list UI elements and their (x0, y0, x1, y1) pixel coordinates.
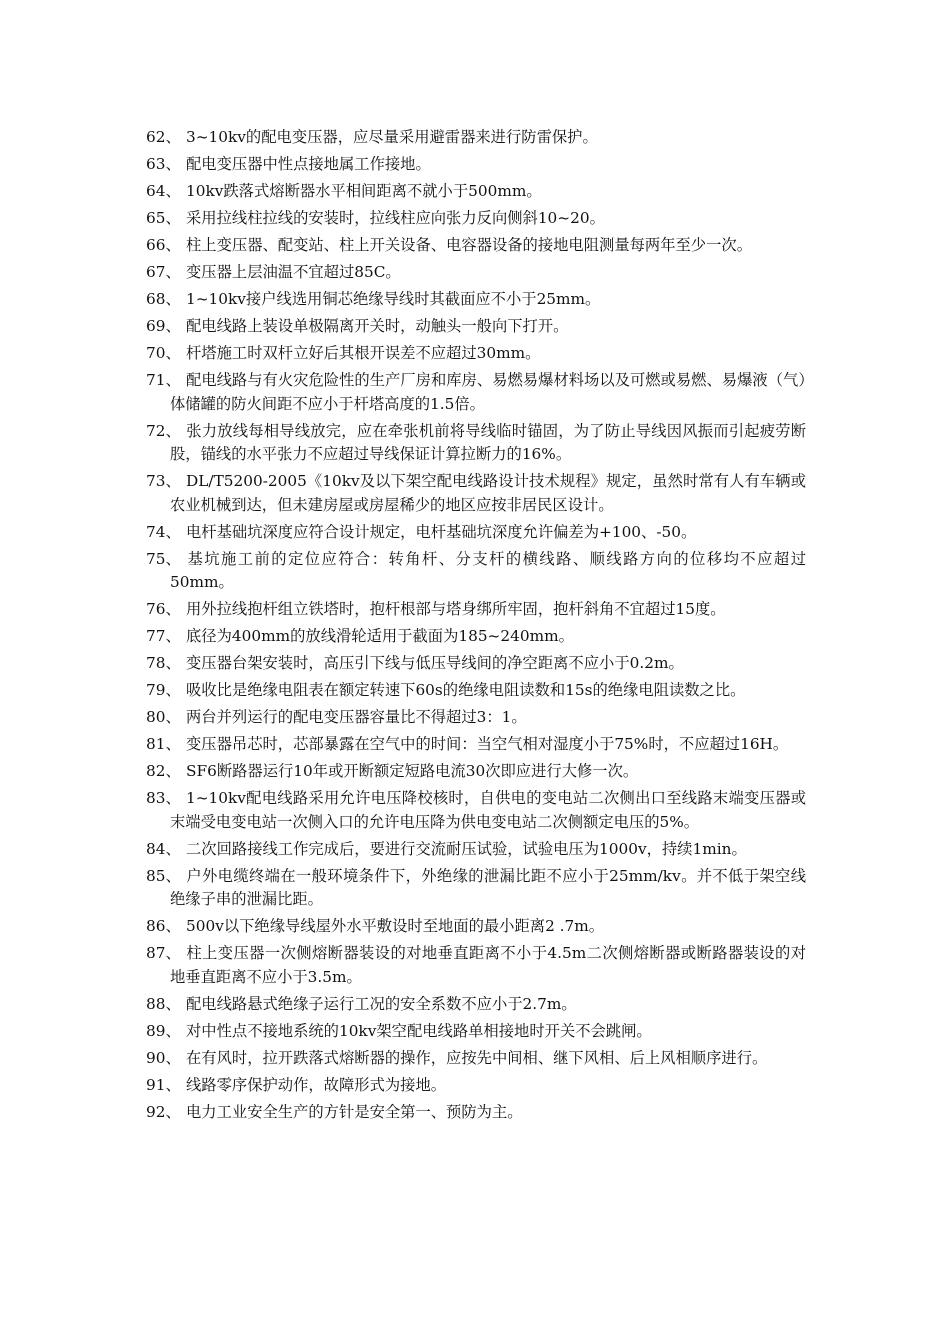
list-item (146, 288, 806, 312)
item-text: SF6断路器运行10年或开断额定短路电流30次即应进行大修一次。 (186, 762, 639, 780)
list-item (146, 706, 806, 730)
item-number: 73、 (146, 472, 181, 490)
list-item (146, 733, 806, 757)
list-item (146, 652, 806, 676)
list-item (146, 598, 806, 622)
item-text: 对中性点不接地系统的10kv架空配电线路单相接地时开关不会跳闸。 (186, 1021, 652, 1040)
item-number: 86、 (146, 917, 181, 935)
list-item (146, 315, 806, 339)
item-text: 底径为400mm的放线滑轮适用于截面为185~240mm。 (186, 627, 574, 645)
item-text: 二次回路接线工作完成后，要进行交流耐压试验，试验电压为1000v，持续1min。 (186, 839, 747, 858)
list-item (146, 942, 806, 989)
list-item (146, 1047, 806, 1071)
item-text: 杆塔施工时双杆立好后其根开误差不应超过30mm。 (186, 344, 541, 362)
item-number: 76、 (146, 600, 181, 618)
item-text: 变压器吊芯时，芯部暴露在空气中的时间：当空气相对湿度小于75%时，不应超过16H。 (186, 735, 789, 753)
item-number: 65、 (146, 209, 181, 227)
item-text: 3~10kv的配电变压器，应尽量采用避雷器来进行防雷保护。 (186, 128, 598, 146)
list-item (146, 1101, 806, 1125)
list-item (146, 993, 806, 1017)
item-number: 85、 (146, 866, 181, 885)
list-item (146, 521, 806, 545)
item-number: 62、 (146, 128, 181, 146)
item-text: 10kv跌落式熔断器水平相间距离不就小于500mm。 (186, 182, 542, 200)
list-item (146, 548, 806, 595)
item-text: 1~10kv配电线路采用允许电压降校核时，自供电的变电站二次侧出口至线路末端变压器或末端受电变电站一次侧入口的允许电压降为供电变电站二次侧额定电压的5%。 (170, 789, 806, 831)
list-item (146, 915, 806, 939)
item-text: 1~10kv接户线选用铜芯绝缘导线时其截面应不小于25mm。 (186, 290, 601, 308)
item-number: 87、 (146, 944, 181, 962)
item-number: 80、 (146, 708, 181, 726)
item-number: 91、 (146, 1075, 181, 1094)
item-text: 柱上变压器一次侧熔断器装设的对地垂直距离不小于4.5m二次侧熔断器或断路器装设的对地垂直距离不应小于3.5m。 (170, 944, 806, 986)
list-item (146, 865, 806, 912)
list-item (146, 1074, 806, 1098)
item-number: 74、 (146, 522, 181, 541)
item-number: 64、 (146, 182, 181, 200)
list-item (146, 153, 806, 177)
list-item (146, 470, 806, 517)
list-item (146, 207, 806, 231)
item-number: 68、 (146, 290, 181, 308)
item-number: 71、 (146, 371, 181, 389)
list-item (146, 234, 806, 258)
list-item (146, 420, 806, 467)
item-number: 81、 (146, 735, 181, 753)
item-number: 69、 (146, 317, 181, 335)
item-number: 66、 (146, 236, 181, 254)
item-number: 75、 (146, 549, 181, 568)
item-number: 84、 (146, 839, 181, 858)
item-text: 配电线路上装设单极隔离开关时，动触头一般向下打开。 (186, 317, 569, 335)
list-item (146, 126, 806, 150)
item-text: 配电变压器中性点接地属工作接地。 (186, 155, 431, 173)
list-item (146, 787, 806, 834)
item-number: 72、 (146, 421, 181, 440)
item-text: 采用拉线柱拉线的安装时，拉线柱应向张力反向侧斜10~20。 (186, 209, 605, 227)
list-item (146, 261, 806, 285)
list-item (146, 342, 806, 366)
item-text: 500v以下绝缘导线屋外水平敷设时至地面的最小距离2 .7m。 (186, 917, 605, 935)
list-item (146, 625, 806, 649)
item-text: 吸收比是绝缘电阻表在额定转速下60s的绝缘电阻读数和15s的绝缘电阻读数之比。 (186, 681, 746, 699)
item-text: 配电线路悬式绝缘子运行工况的安全系数不应小于2.7m。 (186, 994, 577, 1013)
item-text: 电力工业安全生产的方针是安全第一、预防为主。 (186, 1102, 523, 1121)
numbered-list (146, 126, 806, 1128)
item-number: 77、 (146, 627, 181, 645)
item-number: 88、 (146, 994, 181, 1013)
list-item (146, 1020, 806, 1044)
item-text: 配电线路与有火灾危险性的生产厂房和库房、易燃易爆材料场以及可燃或易燃、易爆液（气）体储罐的防火间距不应小于杆塔高度的1.5倍。 (170, 371, 806, 413)
list-item (146, 838, 806, 862)
item-number: 82、 (146, 762, 181, 780)
item-number: 83、 (146, 789, 181, 807)
list-item (146, 180, 806, 204)
item-text: 柱上变压器、配变站、柱上开关设备、电容器设备的接地电阻测量每两年至少一次。 (186, 236, 752, 254)
item-text: 张力放线每相导线放完，应在牵张机前将导线临时锚固，为了防止导线因风振而引起疲劳断股，锚线的水平张力不应超过导线保证计算拉断力的16%。 (170, 421, 806, 463)
item-text: 变压器台架安装时，高压引下线与低压导线间的净空距离不应小于0.2m。 (186, 654, 684, 672)
item-number: 78、 (146, 654, 181, 672)
item-number: 89、 (146, 1021, 181, 1040)
item-text: 在有风时，拉开跌落式熔断器的操作，应按先中间相、继下风相、后上风相顺序进行。 (186, 1048, 768, 1067)
item-text: 两台并列运行的配电变压器容量比不得超过3：1。 (186, 708, 527, 726)
item-text: DL/T5200-2005《10kv及以下架空配电线路设计技术规程》规定，虽然时常有人有车辆或农业机械到达，但未建房屋或房屋稀少的地区应按非居民区设计。 (170, 472, 806, 514)
item-number: 92、 (146, 1102, 181, 1121)
item-text: 基坑施工前的定位应符合：转角杆、分支杆的横线路、顺线路方向的位移均不应超过50mm。 (170, 549, 806, 591)
item-number: 70、 (146, 344, 181, 362)
item-text: 线路零序保护动作，故障形式为接地。 (186, 1075, 447, 1094)
list-item (146, 679, 806, 703)
item-text: 变压器上层油温不宜超过85C。 (186, 263, 401, 281)
item-number: 90、 (146, 1048, 181, 1067)
item-text: 用外拉线抱杆组立铁塔时，抱杆根部与塔身绑所牢固，抱杆斜角不宜超过15度。 (186, 600, 726, 618)
item-text: 户外电缆终端在一般环境条件下，外绝缘的泄漏比距不应小于25mm/kv。并不低于架空线绝缘子串的泄漏比距。 (170, 866, 806, 908)
item-text: 电杆基础坑深度应符合设计规定，电杆基础坑深度允许偏差为+100、-50。 (186, 522, 697, 541)
list-item (146, 369, 806, 416)
item-number: 79、 (146, 681, 181, 699)
item-number: 63、 (146, 155, 181, 173)
item-number: 67、 (146, 263, 181, 281)
list-item (146, 760, 806, 784)
